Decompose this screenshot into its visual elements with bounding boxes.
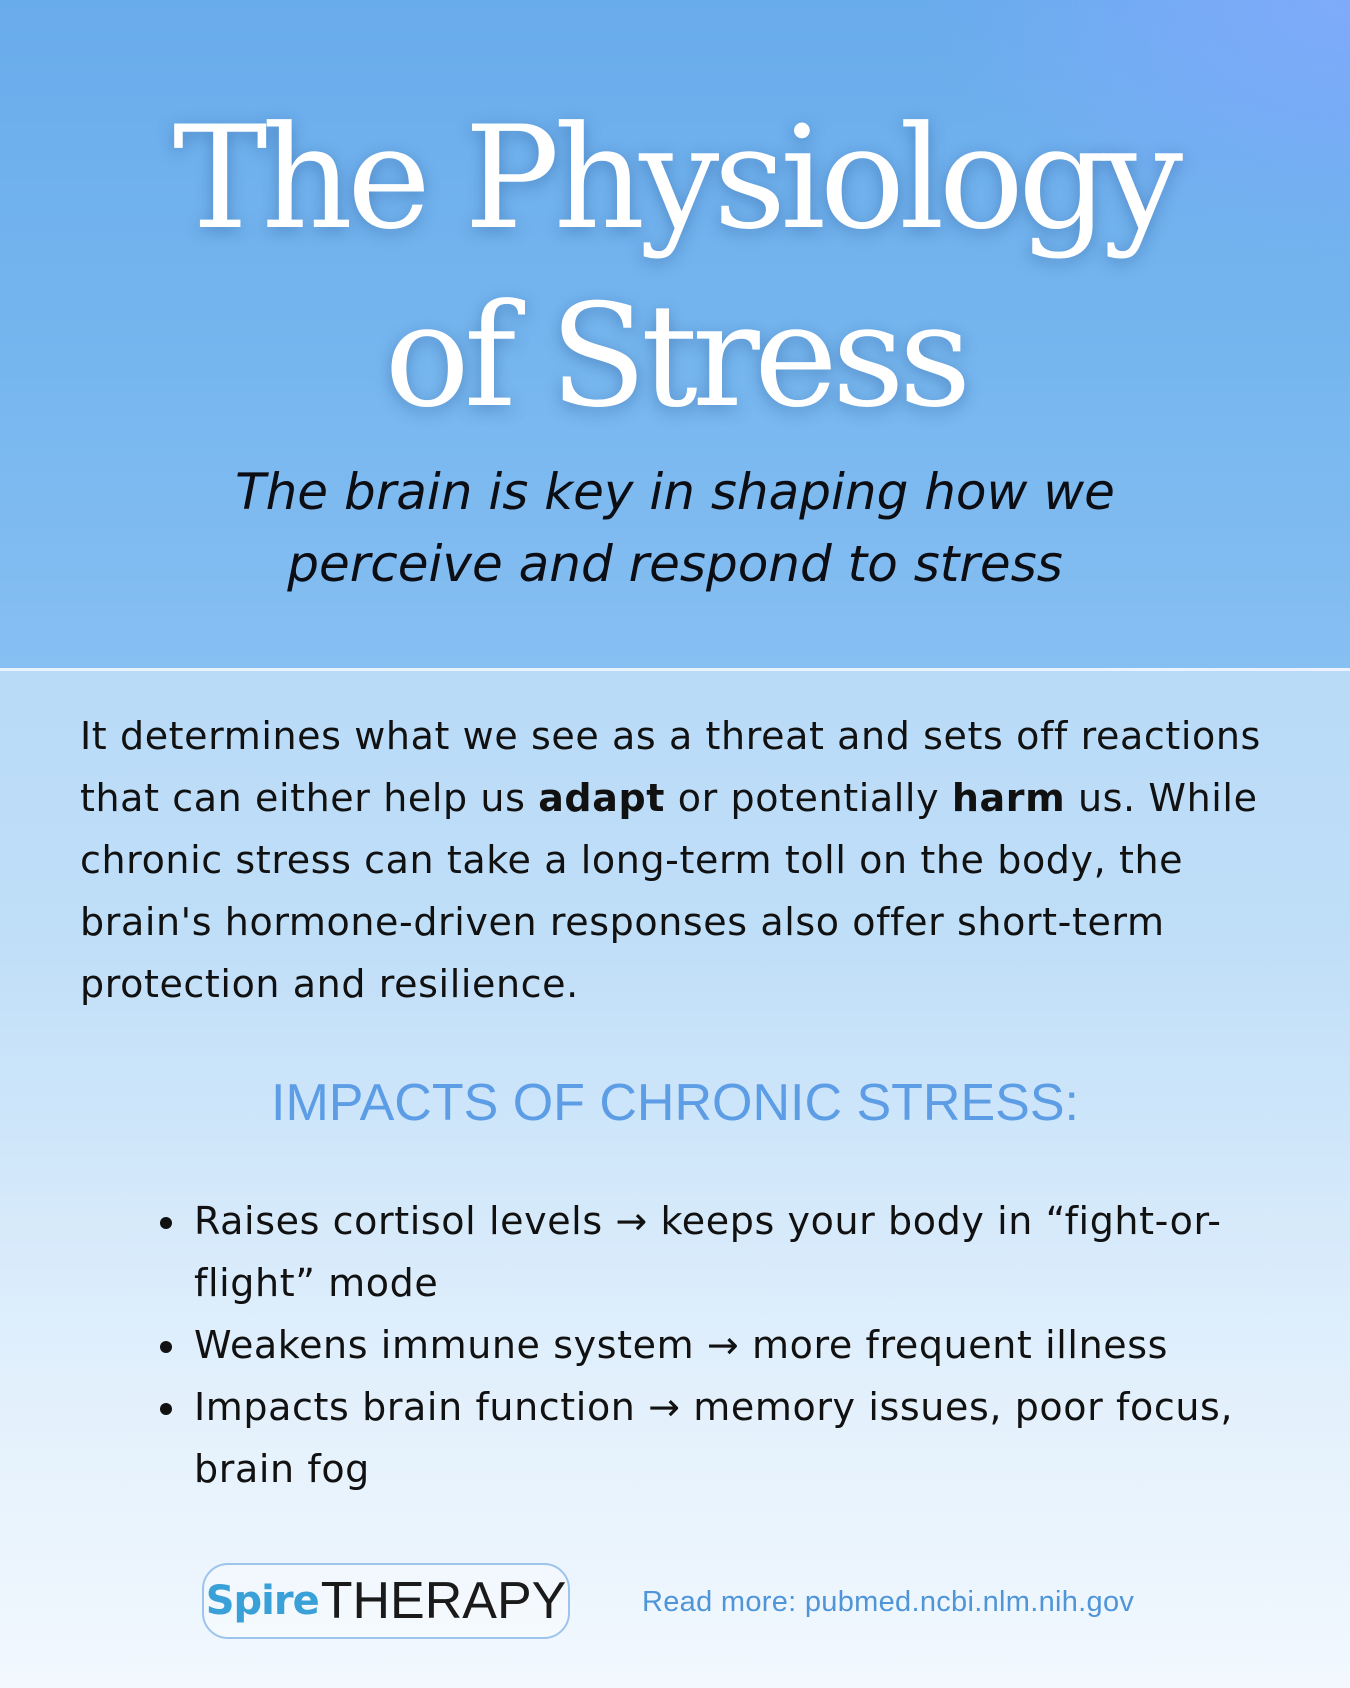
impacts-heading: IMPACTS OF CHRONIC STRESS: xyxy=(271,1074,1079,1132)
list-item-text: Impacts brain function → memory issues, poor focus, brain fog xyxy=(194,1385,1234,1491)
emphasis-harm: harm xyxy=(951,776,1066,820)
bullet-icon xyxy=(160,1217,172,1229)
logo-therapy-text: THERAPY xyxy=(320,1572,567,1630)
list-item xyxy=(150,1376,1250,1500)
logo-spire-text: Spire xyxy=(205,1578,319,1624)
title-line-1: The Physiology xyxy=(172,96,1178,261)
bullet-icon xyxy=(160,1341,172,1353)
intro-text-2: or potentially xyxy=(665,776,952,820)
subtitle-line-1: The brain is key in shaping how we xyxy=(235,463,1115,521)
impacts-list xyxy=(150,1190,1250,1500)
list-item-text: Weakens immune system → more frequent illness xyxy=(194,1323,1169,1367)
spire-therapy-logo xyxy=(202,1563,570,1639)
hero-banner xyxy=(0,0,1350,671)
subtitle-line-2: perceive and respond to stress xyxy=(287,535,1063,593)
bullet-icon xyxy=(160,1403,172,1415)
page-title xyxy=(0,90,1350,446)
intro-text-1: It determines what we see as a threat and sets off reactions that can either help us xyxy=(80,714,1261,820)
list-item xyxy=(150,1190,1250,1314)
emphasis-adapt: adapt xyxy=(538,776,666,820)
subtitle xyxy=(0,456,1350,600)
intro-text-3: us. While chronic stress can take a long-term toll on the body, the brain's hormone-driven responses also offer short-term protection and resilience. xyxy=(80,776,1258,1006)
intro-paragraph xyxy=(80,705,1280,1015)
title-line-2: of Stress xyxy=(384,274,966,439)
list-item xyxy=(150,1314,1250,1376)
list-item-text: Raises cortisol levels → keeps your body in “fight-or-flight” mode xyxy=(194,1199,1222,1305)
read-more-source: Read more: pubmed.ncbi.nlm.nih.gov xyxy=(642,1586,1135,1618)
